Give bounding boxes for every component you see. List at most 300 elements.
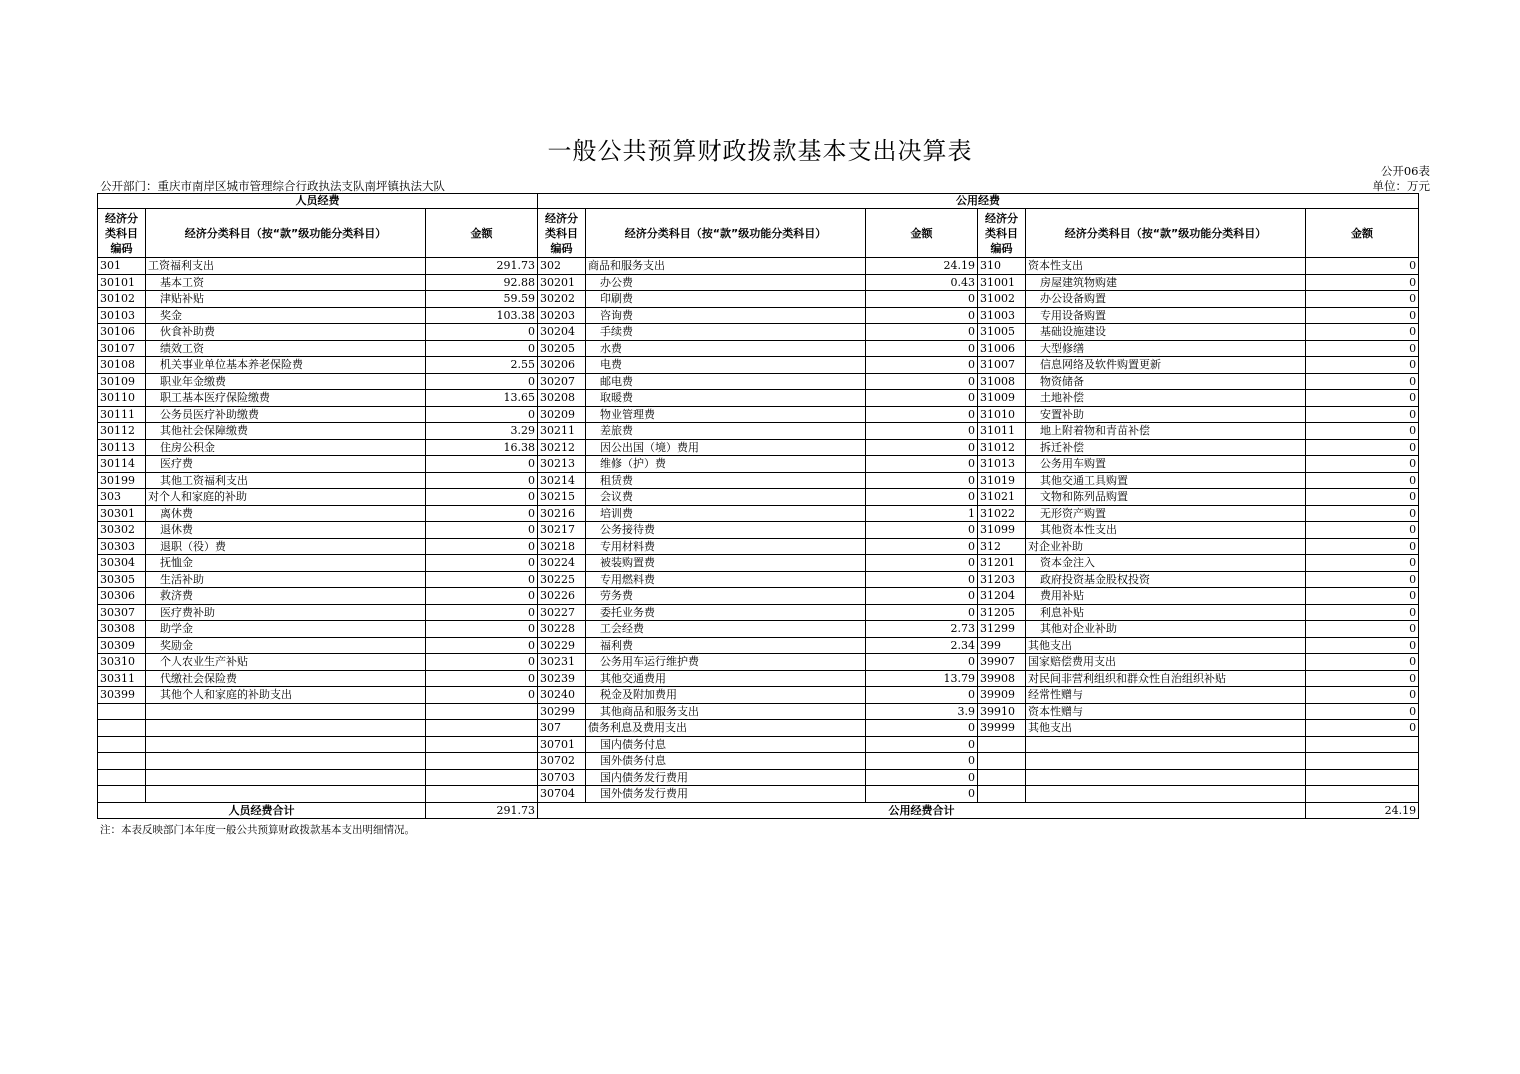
table-row xyxy=(98,505,1419,522)
amount-cell: 0 xyxy=(426,571,538,588)
name-cell: 文物和陈列品购置 xyxy=(1026,489,1306,506)
amount-cell: 291.73 xyxy=(426,258,538,275)
name-cell: 机关事业单位基本养老保险费 xyxy=(146,357,426,374)
name-cell: 印刷费 xyxy=(586,291,866,308)
amount-cell: 0 xyxy=(866,291,978,308)
table-row xyxy=(98,324,1419,341)
amount-cell: 0 xyxy=(426,324,538,341)
name-cell: 住房公积金 xyxy=(146,439,426,456)
amount-cell: 0 xyxy=(1306,555,1419,572)
code-cell: 39907 xyxy=(978,654,1026,671)
name-cell: 资本金注入 xyxy=(1026,555,1306,572)
name-cell: 其他支出 xyxy=(1026,637,1306,654)
name-cell: 土地补偿 xyxy=(1026,390,1306,407)
code-cell: 310 xyxy=(978,258,1026,275)
code-cell: 30215 xyxy=(538,489,586,506)
code-cell: 303 xyxy=(98,489,146,506)
code-cell: 31010 xyxy=(978,406,1026,423)
amount-column-header: 金额 xyxy=(1306,209,1419,258)
name-cell: 伙食补助费 xyxy=(146,324,426,341)
amount-cell: 0 xyxy=(426,637,538,654)
name-cell: 费用补贴 xyxy=(1026,588,1306,605)
amount-cell: 13.79 xyxy=(866,670,978,687)
name-cell: 电费 xyxy=(586,357,866,374)
table-row xyxy=(98,472,1419,489)
footnote: 注：本表反映部门本年度一般公共预算财政拨款基本支出明细情况。 xyxy=(100,824,415,836)
name-cell: 其他工资福利支出 xyxy=(146,472,426,489)
code-cell: 30112 xyxy=(98,423,146,440)
table-row xyxy=(98,786,1419,803)
name-cell: 工会经费 xyxy=(586,621,866,638)
code-cell: 30218 xyxy=(538,538,586,555)
amount-cell: 0 xyxy=(866,373,978,390)
code-cell: 31022 xyxy=(978,505,1026,522)
amount-cell: 0 xyxy=(866,390,978,407)
personnel-total-label: 人员经费合计 xyxy=(98,802,426,819)
name-cell: 工资福利支出 xyxy=(146,258,426,275)
code-cell: 30311 xyxy=(98,670,146,687)
amount-cell: 0 xyxy=(1306,505,1419,522)
amount-cell: 0 xyxy=(1306,291,1419,308)
amount-cell: 0 xyxy=(1306,670,1419,687)
amount-cell: 0 xyxy=(426,538,538,555)
code-cell xyxy=(98,720,146,737)
name-cell: 地上附着物和青苗补偿 xyxy=(1026,423,1306,440)
amount-cell xyxy=(426,703,538,720)
name-cell: 取暖费 xyxy=(586,390,866,407)
name-cell: 劳务费 xyxy=(586,588,866,605)
amount-cell: 0 xyxy=(426,406,538,423)
amount-cell: 0 xyxy=(1306,522,1419,539)
amount-column-header: 金额 xyxy=(426,209,538,258)
name-cell: 维修（护）费 xyxy=(586,456,866,473)
code-cell: 30308 xyxy=(98,621,146,638)
code-cell: 30214 xyxy=(538,472,586,489)
code-cell: 30217 xyxy=(538,522,586,539)
amount-cell xyxy=(1306,769,1419,786)
code-cell: 30305 xyxy=(98,571,146,588)
code-cell: 30226 xyxy=(538,588,586,605)
name-column-header: 经济分类科目（按“款”级功能分类科目） xyxy=(1026,209,1306,258)
table-row xyxy=(98,406,1419,423)
code-cell: 30303 xyxy=(98,538,146,555)
code-cell: 30310 xyxy=(98,654,146,671)
code-cell: 30212 xyxy=(538,439,586,456)
amount-cell: 0.43 xyxy=(866,274,978,291)
amount-column-header: 金额 xyxy=(866,209,978,258)
name-cell: 对个人和家庭的补助 xyxy=(146,489,426,506)
table-row xyxy=(98,736,1419,753)
code-cell xyxy=(978,769,1026,786)
code-cell: 31299 xyxy=(978,621,1026,638)
public-total-label: 公用经费合计 xyxy=(538,802,1306,819)
code-cell: 31009 xyxy=(978,390,1026,407)
code-cell: 30199 xyxy=(98,472,146,489)
amount-cell: 0 xyxy=(426,588,538,605)
amount-cell: 0 xyxy=(1306,538,1419,555)
code-cell: 30208 xyxy=(538,390,586,407)
code-cell: 30108 xyxy=(98,357,146,374)
public-total-amount: 24.19 xyxy=(1306,802,1419,819)
code-cell: 30206 xyxy=(538,357,586,374)
code-cell: 30231 xyxy=(538,654,586,671)
code-cell: 30106 xyxy=(98,324,146,341)
amount-cell: 0 xyxy=(1306,258,1419,275)
code-column-header: 经济分类科目编码 xyxy=(98,209,146,258)
table-row xyxy=(98,753,1419,770)
amount-cell xyxy=(426,753,538,770)
amount-cell xyxy=(1306,753,1419,770)
amount-cell: 0 xyxy=(866,571,978,588)
code-cell: 30701 xyxy=(538,736,586,753)
code-cell: 30227 xyxy=(538,604,586,621)
name-cell: 公务接待费 xyxy=(586,522,866,539)
code-cell: 30302 xyxy=(98,522,146,539)
code-column-header: 经济分类科目编码 xyxy=(538,209,586,258)
public-section-header: 公用经费 xyxy=(538,194,1419,209)
code-cell: 301 xyxy=(98,258,146,275)
name-cell: 职业年金缴费 xyxy=(146,373,426,390)
name-cell: 专用材料费 xyxy=(586,538,866,555)
code-cell: 30207 xyxy=(538,373,586,390)
amount-cell xyxy=(1306,736,1419,753)
code-cell: 39910 xyxy=(978,703,1026,720)
code-cell xyxy=(978,786,1026,803)
amount-cell: 0 xyxy=(426,621,538,638)
name-cell: 退休费 xyxy=(146,522,426,539)
amount-cell: 0 xyxy=(866,786,978,803)
code-cell: 31021 xyxy=(978,489,1026,506)
code-cell: 30224 xyxy=(538,555,586,572)
name-cell: 大型修缮 xyxy=(1026,340,1306,357)
name-cell: 因公出国（境）费用 xyxy=(586,439,866,456)
code-cell: 30228 xyxy=(538,621,586,638)
amount-cell: 0 xyxy=(1306,390,1419,407)
table-row xyxy=(98,654,1419,671)
name-cell xyxy=(146,769,426,786)
code-cell: 30102 xyxy=(98,291,146,308)
name-cell xyxy=(146,720,426,737)
code-cell: 30201 xyxy=(538,274,586,291)
table-row xyxy=(98,555,1419,572)
table-row xyxy=(98,538,1419,555)
amount-cell: 0 xyxy=(866,456,978,473)
name-cell: 医疗费 xyxy=(146,456,426,473)
table-row xyxy=(98,307,1419,324)
table-row xyxy=(98,489,1419,506)
code-cell: 30205 xyxy=(538,340,586,357)
amount-cell: 0 xyxy=(426,555,538,572)
amount-cell: 0 xyxy=(866,307,978,324)
name-cell: 差旅费 xyxy=(586,423,866,440)
amount-cell: 0 xyxy=(1306,489,1419,506)
code-cell: 30211 xyxy=(538,423,586,440)
code-cell: 30202 xyxy=(538,291,586,308)
amount-cell: 0 xyxy=(866,357,978,374)
amount-cell: 0 xyxy=(866,538,978,555)
table-body xyxy=(98,258,1419,803)
name-cell: 安置补助 xyxy=(1026,406,1306,423)
code-cell: 39999 xyxy=(978,720,1026,737)
amount-cell: 0 xyxy=(866,522,978,539)
code-cell: 31099 xyxy=(978,522,1026,539)
name-cell: 水费 xyxy=(586,340,866,357)
table-row xyxy=(98,340,1419,357)
code-cell: 30301 xyxy=(98,505,146,522)
code-cell xyxy=(978,736,1026,753)
amount-cell: 0 xyxy=(1306,654,1419,671)
amount-cell: 3.29 xyxy=(426,423,538,440)
name-cell: 专用燃料费 xyxy=(586,571,866,588)
table-row xyxy=(98,258,1419,275)
amount-cell: 0 xyxy=(866,472,978,489)
code-cell: 31012 xyxy=(978,439,1026,456)
table-row xyxy=(98,720,1419,737)
code-cell: 31006 xyxy=(978,340,1026,357)
amount-cell: 0 xyxy=(1306,621,1419,638)
amount-cell: 2.34 xyxy=(866,637,978,654)
table-row xyxy=(98,357,1419,374)
code-cell: 30304 xyxy=(98,555,146,572)
name-cell: 其他交通费用 xyxy=(586,670,866,687)
table-row xyxy=(98,373,1419,390)
code-cell: 30114 xyxy=(98,456,146,473)
code-cell: 31003 xyxy=(978,307,1026,324)
code-cell: 30702 xyxy=(538,753,586,770)
amount-cell: 0 xyxy=(866,406,978,423)
name-cell: 税金及附加费用 xyxy=(586,687,866,704)
amount-cell xyxy=(426,786,538,803)
name-cell: 助学金 xyxy=(146,621,426,638)
amount-cell: 0 xyxy=(1306,637,1419,654)
name-cell: 医疗费补助 xyxy=(146,604,426,621)
name-cell: 其他资本性支出 xyxy=(1026,522,1306,539)
name-cell: 福利费 xyxy=(586,637,866,654)
amount-cell: 59.59 xyxy=(426,291,538,308)
code-cell: 30309 xyxy=(98,637,146,654)
name-cell: 租赁费 xyxy=(586,472,866,489)
table-number: 公开06表 xyxy=(1380,164,1430,178)
amount-cell xyxy=(426,736,538,753)
name-cell: 房屋建筑物购建 xyxy=(1026,274,1306,291)
code-cell: 30399 xyxy=(98,687,146,704)
amount-cell: 103.38 xyxy=(426,307,538,324)
code-cell: 31011 xyxy=(978,423,1026,440)
name-cell xyxy=(1026,769,1306,786)
amount-cell: 0 xyxy=(866,753,978,770)
amount-cell: 1 xyxy=(866,505,978,522)
amount-cell: 0 xyxy=(866,720,978,737)
amount-cell: 0 xyxy=(426,522,538,539)
amount-cell: 0 xyxy=(866,654,978,671)
table-row xyxy=(98,522,1419,539)
amount-cell: 0 xyxy=(1306,307,1419,324)
name-cell xyxy=(1026,786,1306,803)
amount-cell: 0 xyxy=(1306,373,1419,390)
name-cell: 专用设备购置 xyxy=(1026,307,1306,324)
name-cell xyxy=(146,703,426,720)
name-cell: 职工基本医疗保险缴费 xyxy=(146,390,426,407)
name-cell: 奖金 xyxy=(146,307,426,324)
code-cell: 30306 xyxy=(98,588,146,605)
name-cell: 手续费 xyxy=(586,324,866,341)
code-cell: 30110 xyxy=(98,390,146,407)
amount-cell: 3.9 xyxy=(866,703,978,720)
name-cell: 无形资产购置 xyxy=(1026,505,1306,522)
table-row xyxy=(98,769,1419,786)
code-cell: 30209 xyxy=(538,406,586,423)
name-column-header: 经济分类科目（按“款”级功能分类科目） xyxy=(586,209,866,258)
code-cell: 30704 xyxy=(538,786,586,803)
name-cell xyxy=(1026,736,1306,753)
name-cell: 其他对企业补助 xyxy=(1026,621,1306,638)
amount-cell: 0 xyxy=(866,340,978,357)
amount-cell: 0 xyxy=(866,687,978,704)
name-cell: 商品和服务支出 xyxy=(586,258,866,275)
table-row xyxy=(98,456,1419,473)
amount-cell: 0 xyxy=(1306,423,1419,440)
name-cell: 离休费 xyxy=(146,505,426,522)
name-cell: 公务用车购置 xyxy=(1026,456,1306,473)
table-row xyxy=(98,703,1419,720)
personnel-section-header: 人员经费 xyxy=(98,194,538,209)
code-column-header: 经济分类科目编码 xyxy=(978,209,1026,258)
amount-cell: 0 xyxy=(1306,720,1419,737)
name-cell: 绩效工资 xyxy=(146,340,426,357)
name-cell: 生活补助 xyxy=(146,571,426,588)
name-cell: 会议费 xyxy=(586,489,866,506)
code-cell: 30111 xyxy=(98,406,146,423)
table-row xyxy=(98,687,1419,704)
name-cell: 资本性赠与 xyxy=(1026,703,1306,720)
amount-cell: 0 xyxy=(426,505,538,522)
name-cell: 其他支出 xyxy=(1026,720,1306,737)
name-cell xyxy=(1026,753,1306,770)
code-cell xyxy=(978,753,1026,770)
code-cell: 39908 xyxy=(978,670,1026,687)
amount-cell: 0 xyxy=(1306,588,1419,605)
name-cell: 培训费 xyxy=(586,505,866,522)
amount-cell: 0 xyxy=(426,456,538,473)
name-cell: 债务利息及费用支出 xyxy=(586,720,866,737)
name-cell: 资本性支出 xyxy=(1026,258,1306,275)
amount-cell: 0 xyxy=(866,769,978,786)
code-cell xyxy=(98,753,146,770)
name-cell: 办公设备购置 xyxy=(1026,291,1306,308)
amount-cell: 0 xyxy=(426,687,538,704)
amount-cell: 0 xyxy=(1306,604,1419,621)
name-cell: 国外债务发行费用 xyxy=(586,786,866,803)
amount-cell: 0 xyxy=(1306,703,1419,720)
name-cell: 被装购置费 xyxy=(586,555,866,572)
name-cell: 公务员医疗补助缴费 xyxy=(146,406,426,423)
code-cell: 30703 xyxy=(538,769,586,786)
amount-cell: 0 xyxy=(1306,472,1419,489)
amount-cell: 0 xyxy=(426,654,538,671)
amount-cell: 2.55 xyxy=(426,357,538,374)
amount-cell: 0 xyxy=(866,736,978,753)
amount-cell: 0 xyxy=(426,670,538,687)
amount-cell: 0 xyxy=(1306,406,1419,423)
code-cell: 31002 xyxy=(978,291,1026,308)
name-cell: 津贴补贴 xyxy=(146,291,426,308)
amount-cell: 0 xyxy=(1306,324,1419,341)
table-row xyxy=(98,390,1419,407)
name-cell: 其他商品和服务支出 xyxy=(586,703,866,720)
code-cell: 31007 xyxy=(978,357,1026,374)
amount-cell: 0 xyxy=(866,324,978,341)
code-cell: 30240 xyxy=(538,687,586,704)
table-row xyxy=(98,439,1419,456)
code-cell: 399 xyxy=(978,637,1026,654)
page-title: 一般公共预算财政拨款基本支出决算表 xyxy=(547,137,973,165)
code-cell: 30204 xyxy=(538,324,586,341)
personnel-total-amount: 291.73 xyxy=(426,802,538,819)
name-cell: 其他社会保障缴费 xyxy=(146,423,426,440)
table-row xyxy=(98,604,1419,621)
name-cell: 物业管理费 xyxy=(586,406,866,423)
name-cell: 委托业务费 xyxy=(586,604,866,621)
name-cell: 其他个人和家庭的补助支出 xyxy=(146,687,426,704)
name-cell: 利息补贴 xyxy=(1026,604,1306,621)
expenditure-table xyxy=(97,193,1419,819)
amount-cell: 0 xyxy=(1306,439,1419,456)
code-cell: 312 xyxy=(978,538,1026,555)
name-cell: 经常性赠与 xyxy=(1026,687,1306,704)
code-cell: 30213 xyxy=(538,456,586,473)
table-row xyxy=(98,621,1419,638)
name-cell: 物资储备 xyxy=(1026,373,1306,390)
amount-cell: 0 xyxy=(1306,340,1419,357)
name-cell: 对企业补助 xyxy=(1026,538,1306,555)
amount-cell: 0 xyxy=(426,373,538,390)
name-cell: 办公费 xyxy=(586,274,866,291)
code-cell: 31008 xyxy=(978,373,1026,390)
code-cell: 30229 xyxy=(538,637,586,654)
name-cell: 拆迁补偿 xyxy=(1026,439,1306,456)
code-cell: 31204 xyxy=(978,588,1026,605)
name-cell xyxy=(146,736,426,753)
name-cell xyxy=(146,786,426,803)
amount-cell: 0 xyxy=(1306,357,1419,374)
amount-cell xyxy=(426,720,538,737)
name-cell: 个人农业生产补贴 xyxy=(146,654,426,671)
name-cell xyxy=(146,753,426,770)
code-cell: 30113 xyxy=(98,439,146,456)
totals-row xyxy=(98,802,1419,819)
name-cell: 邮电费 xyxy=(586,373,866,390)
amount-cell: 0 xyxy=(866,588,978,605)
amount-cell: 0 xyxy=(866,555,978,572)
name-cell: 国内债务发行费用 xyxy=(586,769,866,786)
amount-cell: 92.88 xyxy=(426,274,538,291)
table-row xyxy=(98,423,1419,440)
amount-cell: 24.19 xyxy=(866,258,978,275)
table-row xyxy=(98,637,1419,654)
table-row xyxy=(98,670,1419,687)
code-cell: 30307 xyxy=(98,604,146,621)
table-row xyxy=(98,274,1419,291)
code-cell: 302 xyxy=(538,258,586,275)
amount-cell: 0 xyxy=(866,423,978,440)
code-cell: 30203 xyxy=(538,307,586,324)
code-cell xyxy=(98,736,146,753)
name-cell: 信息网络及软件购置更新 xyxy=(1026,357,1306,374)
amount-cell: 0 xyxy=(866,489,978,506)
department-label: 公开部门：重庆市南岸区城市管理综合行政执法支队南坪镇执法大队 xyxy=(100,179,445,193)
amount-cell: 0 xyxy=(426,489,538,506)
amount-cell: 0 xyxy=(1306,687,1419,704)
